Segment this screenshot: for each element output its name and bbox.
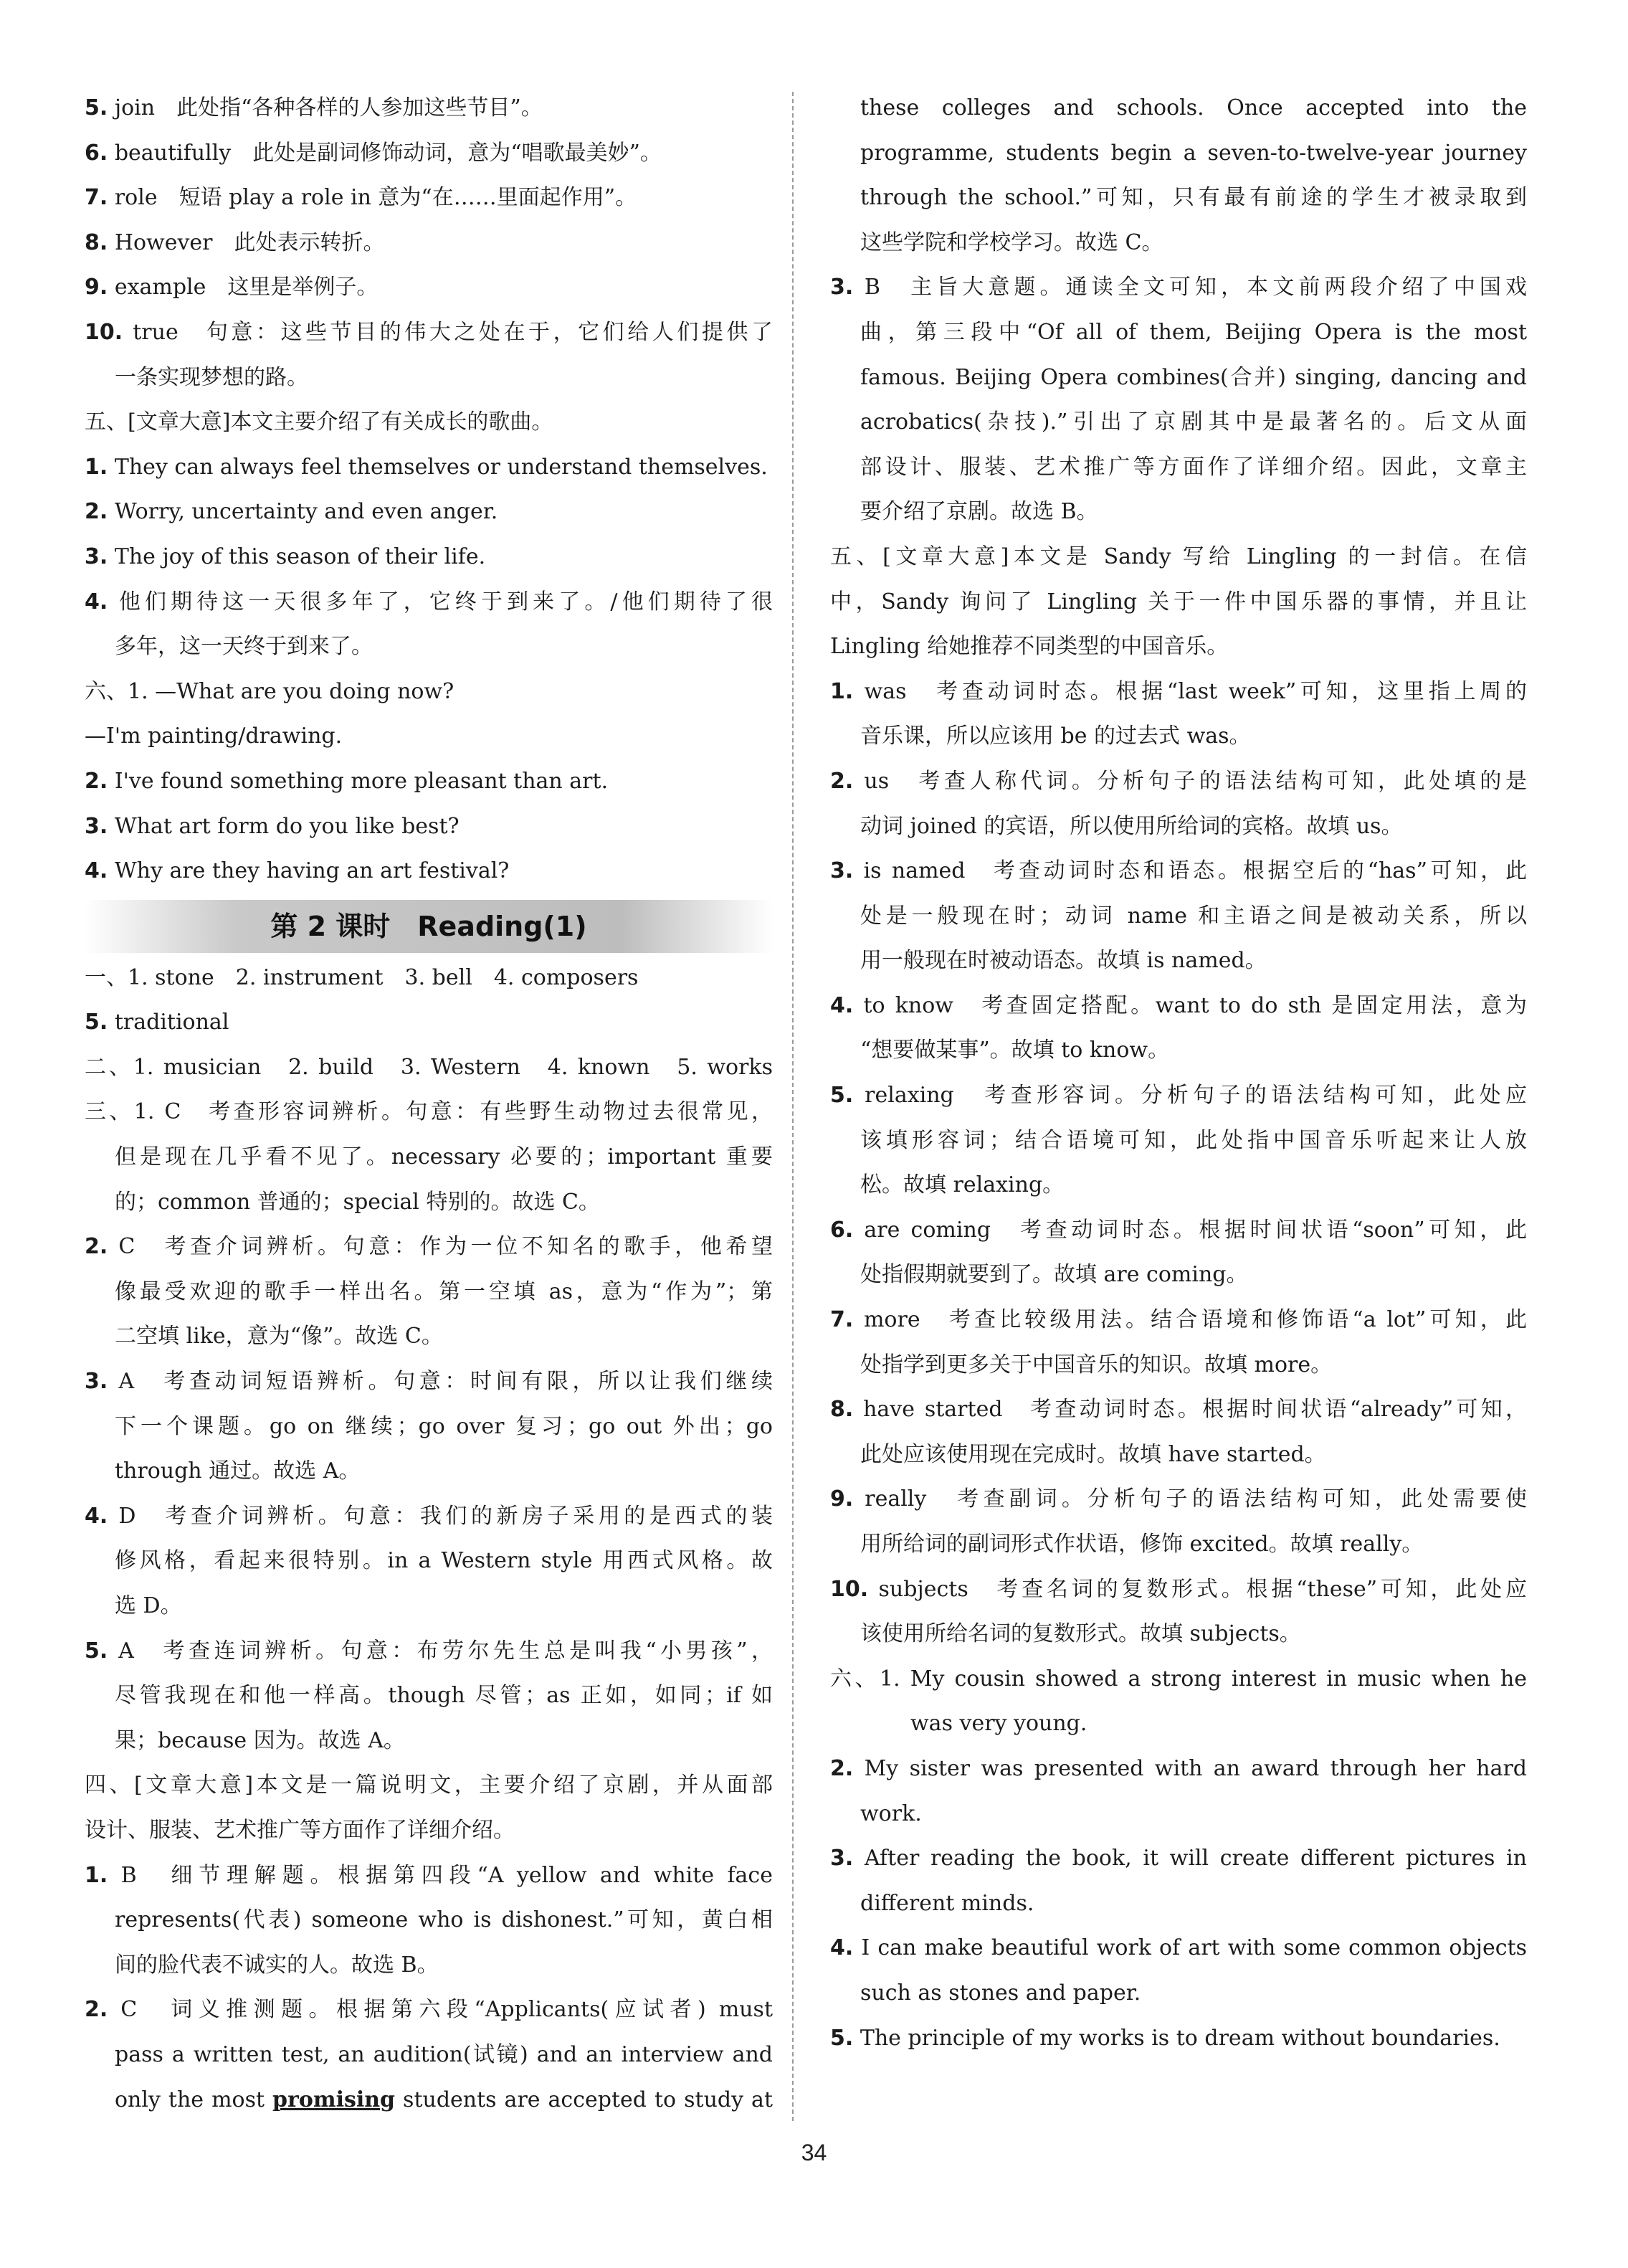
line-text: “想要做某事”。故填 to know。 [860,1038,1170,1063]
line-text: work. [860,1800,922,1826]
line-text: Lingling 给她推荐不同类型的中国音乐。 [830,634,1229,660]
line-text: C 考查介词辨析。句意：作为一位不知名的歌手，他希望 [108,1234,773,1260]
line-text: They can always feel themselves or understand themselves. [108,454,768,480]
line-text: was 考查动词时态。根据“last week”可知，这里指上周的 [853,678,1527,704]
item-number: 6. [830,1217,854,1243]
text-line [830,670,1527,715]
item-number: 4. [85,589,108,615]
text-line [830,356,1527,401]
text-line [830,759,1527,805]
text-line [830,1971,1527,2016]
line-text: 五、[文章大意]本文主要介绍了有关成长的歌曲。 [85,409,553,435]
item-number: 5. [830,2025,854,2051]
line-text: 尽管我现在和他一样高。though 尽管；as 正如，如同；if 如 [115,1683,773,1709]
text-line [830,176,1527,221]
line-text: 处是一般现在时；动词 name 和主语之间是被动关系，所以 [860,903,1527,929]
text-line [830,1119,1527,1164]
item-number: 2. [830,1755,854,1781]
text-line [830,894,1527,939]
text-line [830,86,1527,131]
line-text: 音乐课，所以应该用 be 的过去式 was。 [860,723,1251,749]
text-line [85,670,773,715]
line-text: —I'm painting/drawing. [85,723,343,749]
text-line [85,805,773,850]
text-line [830,535,1527,580]
line-text: 处指学到更多关于中国音乐的知识。故填 more。 [860,1352,1333,1377]
item-number: 9. [85,275,108,300]
line-text: through the school.”可知，只有最有前途的学生才被录取到 [860,185,1527,211]
line-text-tail: students are accepted to study at [395,2087,773,2112]
text-line [85,1674,773,1719]
text-line [85,759,773,805]
item-number: 9. [830,1486,854,1512]
text-line [85,1629,773,1674]
text-line [830,400,1527,445]
line-text: is named 考查动词时态和语态。根据空后的“has”可知，此 [853,858,1527,884]
line-text: role 短语 play a role in 意为“在……里面起作用”。 [108,185,637,211]
text-line [85,2033,773,2078]
item-number: 1. [830,678,854,704]
line-text: 二空填 like，意为“像”。故选 C。 [115,1324,443,1349]
item-number: 4. [830,992,854,1018]
line-text: 中，Sandy 询问了 Lingling 关于一件中国乐器的事情，并且让 [830,589,1527,615]
item-number: 8. [830,1397,854,1423]
line-text: subjects 考查名词的复数形式。根据“these”可知，此处应 [868,1576,1527,1602]
line-text: 该填形容词；结合语境可知，此处指中国音乐听起来让人放 [860,1127,1527,1153]
text-line [830,625,1527,670]
line-text: Why are they having an art festival? [108,858,510,884]
text-line [830,805,1527,850]
line-text: D 考查介词辨析。句意：我们的新房子采用的是西式的装 [108,1503,773,1529]
text-line [830,1343,1527,1388]
line-text: B 细节理解题。根据第四段“A yellow and white face [108,1862,773,1888]
text-line [830,1253,1527,1298]
line-text: B 主旨大意题。通读全文可知，本文前两段介绍了中国戏 [853,275,1527,300]
text-line [85,445,773,490]
line-text: relaxing 考查形容词。分析句子的语法结构可知，此处应 [853,1083,1527,1109]
line-text: 部设计、服装、艺术推广等方面作了详细介绍。因此，文章主 [860,454,1527,480]
text-line [85,1090,773,1135]
page-number: 34 [801,2140,827,2165]
text-line [85,625,773,670]
text-line [830,1882,1527,1927]
text-line [830,1612,1527,1657]
text-line [85,221,773,266]
text-line [830,849,1527,894]
item-number: 3. [830,858,854,884]
text-line [830,310,1527,356]
text-line [85,580,773,625]
line-text: My sister was presented with an award through her hard [853,1755,1527,1781]
line-text: 选 D。 [115,1593,182,1618]
text-line [830,1073,1527,1119]
line-text: 四、[文章大意]本文是一篇说明文，主要介绍了京剧，并从面部 [85,1773,773,1798]
line-text: 二、1. musician 2. build 3. Western 4. known 5. works [85,1054,773,1080]
text-line [830,1926,1527,1971]
item-number: 1. [85,454,108,480]
line-text: 六、1. My cousin showed a strong interest in music when he [830,1666,1527,1691]
item-number: 1. [85,1862,108,1888]
text-line [85,490,773,535]
text-line [830,1433,1527,1478]
text-line [85,310,773,356]
item-number: 5. [85,1638,108,1664]
line-text: What art form do you like best? [108,813,460,839]
line-text: 动词 joined 的宾语，所以使用所给词的宾格。故填 us。 [860,813,1403,839]
line-text: 间的脸代表不诚实的人。故选 B。 [115,1952,439,1978]
text-line [85,1360,773,1405]
item-number: 3. [85,1369,108,1395]
item-number: 2. [85,1997,108,2023]
item-number: 4. [85,858,108,884]
item-number: 2. [830,768,854,794]
line-text: 修风格，看起来很特别。in a Western style 用西式风格。故 [115,1548,773,1574]
line-text: 曲，第三段中“Of all of them, Beijing Opera is the most [860,319,1527,345]
text-line [830,1477,1527,1522]
item-number: 3. [830,275,854,300]
text-line [830,1657,1527,1702]
item-number: 3. [85,544,108,569]
line-text: 下一个课题。go on 继续；go over 复习；go out 外出；go [115,1413,773,1439]
text-line [830,2016,1527,2061]
left-column [85,86,773,2122]
line-text: 用一般现在时被动语态。故填 is named。 [860,948,1267,974]
text-line [85,535,773,580]
text-line [830,1028,1527,1073]
line-text: 像最受欢迎的歌手一样出名。第一空填 as，意为“作为”；第 [115,1278,773,1304]
line-text: are coming 考查动词时态。根据时间状语“soon”可知，此 [853,1217,1527,1243]
line-text: 设计、服装、艺术推广等方面作了详细介绍。 [85,1817,515,1843]
item-number: 5. [85,1010,108,1035]
line-text: different minds. [860,1890,1034,1916]
underlined-word: promising [272,2087,396,2112]
line-text: us 考查人称代词。分析句子的语法结构可知，此处填的是 [853,768,1527,794]
text-line [830,445,1527,490]
line-text: traditional [108,1010,229,1035]
text-line [85,1135,773,1180]
item-number: 2. [85,768,108,794]
text-line [85,1539,773,1584]
text-line [85,1314,773,1360]
line-text: 多年，这一天终于到来了。 [115,634,373,660]
text-line [830,490,1527,535]
text-line [830,1522,1527,1567]
line-text: 处指假期就要到了。故填 are coming。 [860,1262,1248,1288]
text-line [830,1387,1527,1433]
text-line [830,580,1527,625]
text-line [85,1943,773,1988]
text-line [85,1449,773,1494]
line-text: I can make beautiful work of art with some common objects [853,1935,1527,1961]
line-text: After reading the book, it will create different pictures in [853,1846,1527,1871]
text-line [85,400,773,445]
line-text: 该使用所给名词的复数形式。故填 subjects。 [860,1621,1301,1647]
text-line [85,1763,773,1808]
text-line [830,939,1527,984]
text-line [85,265,773,310]
line-text: 一条实现梦想的路。 [115,364,308,390]
line-text: programme, students begin a seven-to-twelve-year journey [860,140,1527,166]
line-text: join 此处指“各种各样的人参加这些节目”。 [108,95,543,120]
section-banner: 第 2 课时 Reading(1) [85,900,773,953]
item-number: 2. [85,1234,108,1260]
text-line [830,1163,1527,1208]
text-line [830,1747,1527,1792]
line-text: The joy of this season of their life. [108,544,486,569]
text-line [830,265,1527,310]
text-line [85,1988,773,2033]
line-text: 此处应该使用现在完成时。故填 have started。 [860,1441,1326,1467]
item-number: 7. [85,185,108,211]
line-text: I've found something more pleasant than art. [108,768,609,794]
right-column [830,86,1527,2061]
text-line [85,1225,773,1270]
line-text: The principle of my works is to dream without boundaries. [853,2025,1500,2051]
line-text: beautifully 此处是副词修饰动词，意为“唱歌最美妙”。 [108,140,662,166]
line-text: was very young. [910,1711,1087,1737]
text-line [85,356,773,401]
text-line [830,984,1527,1029]
line-text: through 通过。故选 A。 [115,1458,361,1484]
text-line [830,221,1527,266]
text-line [830,714,1527,759]
item-number: 7. [830,1307,854,1333]
text-line [85,1808,773,1854]
line-text: However 此处表示转折。 [108,229,385,255]
line-text: represents(代表) someone who is dishonest.”可知，黄白相 [115,1907,773,1933]
line-text: such as stones and paper. [860,1980,1141,2006]
line-text: more 考查比较级用法。结合语境和修饰语“a lot”可知，此 [853,1307,1527,1333]
line-text: example 这里是举例子。 [108,275,379,300]
text-line [85,1045,773,1091]
line-text: 五、[文章大意]本文是 Sandy 写给 Lingling 的一封信。在信 [830,544,1527,569]
line-text: famous. Beijing Opera combines(合并) singing, dancing and [860,364,1527,390]
item-number: 4. [85,1503,108,1529]
line-text: 果；because 因为。故选 A。 [115,1727,405,1753]
line-text: these colleges and schools. Once accepted into the [860,95,1527,120]
item-number: 6. [85,140,108,166]
text-line [85,1719,773,1764]
line-text: 这些学院和学校学习。故选 C。 [860,229,1163,255]
text-line [830,1792,1527,1837]
line-text: 他们期待这一天很多年了，它终于到来了。/他们期待了很 [108,589,773,615]
text-line [85,1180,773,1225]
line-text: A 考查动词短语辨析。句意：时间有限，所以让我们继续 [108,1369,773,1395]
text-line [830,1702,1527,1747]
line-text: 一、1. stone 2. instrument 3. bell 4. composers [85,964,639,990]
line-text: to know 考查固定搭配。want to do sth 是固定用法，意为 [853,992,1527,1018]
item-number: 10. [85,319,123,345]
text-line [830,1836,1527,1882]
text-line [85,956,773,1001]
line-text: 三、1. C 考查形容词辨析。句意：有些野生动物过去很常见， [85,1099,773,1125]
line-text: acrobatics(杂技).”引出了京剧其中是最著名的。后文从面 [860,409,1527,435]
item-number: 4. [830,1935,854,1961]
text-line [85,1270,773,1315]
text-line [85,1898,773,1943]
line-text: only the most [115,2087,273,2112]
line-text: 要介绍了京剧。故选 B。 [860,499,1098,525]
text-line [830,131,1527,176]
text-line [85,131,773,176]
text-line [85,849,773,894]
text-line [85,176,773,221]
line-text: A 考查连词辨析。句意：布劳尔先生总是叫我“小男孩”， [108,1638,773,1664]
item-number: 8. [85,229,108,255]
text-line [830,1567,1527,1613]
item-number: 5. [830,1083,854,1109]
line-text: 但是现在几乎看不见了。necessary 必要的；important 重要 [115,1144,773,1170]
line-text: 用所给词的副词形式作状语，修饰 excited。故填 really。 [860,1532,1424,1557]
text-line [85,1405,773,1450]
line-text: C 词义推测题。根据第六段“Applicants(应试者) must [108,1997,773,2023]
text-line [85,2078,773,2123]
item-number: 2. [85,499,108,525]
text-line [85,1494,773,1539]
line-text: 的；common 普通的；special 特别的。故选 C。 [115,1189,600,1215]
text-line [85,1854,773,1899]
line-text: Worry, uncertainty and even anger. [108,499,498,525]
line-text: 松。故填 relaxing。 [860,1172,1065,1198]
text-line [830,1208,1527,1253]
text-line [830,1298,1527,1343]
text-line [85,714,773,759]
text-line [85,1584,773,1629]
item-number: 10. [830,1576,869,1602]
column-divider [792,92,794,2121]
line-text: 六、1. —What are you doing now? [85,678,454,704]
text-line [85,1000,773,1045]
text-line [85,86,773,131]
line-text: pass a written test, an audition(试镜) and an interview and [115,2041,773,2067]
item-number: 3. [830,1846,854,1871]
line-text: have started 考查动词时态。根据时间状语“already”可知， [853,1397,1527,1423]
line-text: true 句意：这些节目的伟大之处在于，它们给人们提供了 [123,319,773,345]
line-text: really 考查副词。分析句子的语法结构可知，此处需要使 [853,1486,1527,1512]
item-number: 3. [85,813,108,839]
item-number: 5. [85,95,108,120]
